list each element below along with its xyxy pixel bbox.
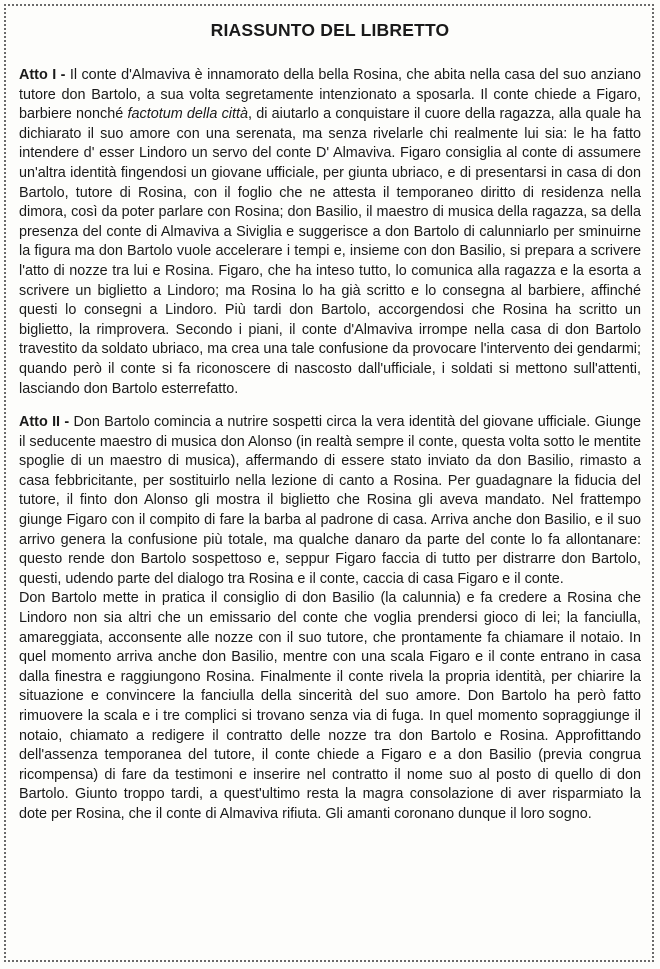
atto-1-emphasis: factotum della città (127, 106, 248, 123)
document-body (19, 66, 641, 825)
paragraph-atto-1 (19, 66, 641, 399)
atto-1-label: Atto I - (19, 67, 66, 83)
paragraph-atto-2-continued: Don Bartolo mette in pratica il consiglio di don Basilio (la calunnia) e fa credere a Rosina che Lindoro non sia altri che un emissario del conte che voglia prendersi gioco di lei; la fanciulla, amareggiata, acconsente alle nozze con il suo tutore, che prontamente fa chiamare il notaio. In quel momento arriva anche don Basilio, mentre con una scala Figaro e il conte entrano in casa dalla finestra e raggiungono Rosina. Finalmente il conte rivela la propria identità, per chiarire la situazione e convincere la fanciulla della sincerità del suo amore. Don Bartolo ha però fatto rimuovere la scala e i tre complici si trovano senza via di fuga. In quel momento sopraggiunge il notaio, chiamato a redigere il contratto delle nozze tra don Bartolo e Rosina. Approfittando dell'assenza temporanea del tutore, il conte chiede a Figaro e a don Basilio (previa congrua ricompensa) di fare da testimoni e inserire nel contratto il nome suo al posto di quello di don Bartolo. Giunto troppo tardi, a quest'ultimo resta la magra consolazione di aver risparmiato la dote per Rosina, che il conte di Almaviva rifiuta. Gli amanti coronano dunque il loro sogno. (19, 590, 641, 822)
atto-2-label: Atto II - (19, 414, 70, 431)
atto-1-text-b: , di aiutarlo a conquistare il cuore della ragazza, alla quale ha dichiarato il suo amore con una serenata, ma senza rivelarle chi realmente lui sia: le ha fatto intendere d' esser Lindoro un servo del conte D' Almaviva. Figaro consiglia al conte di assumere un'altra identità fingendosi un giovane ufficiale, per giunta ubriaco, e di presentarsi in casa di don Bartolo, tutore di Rosina, con il foglio che ne attesta il temporaneo diritto di residenza nella dimora, così da poter parlare con Rosina; don Basilio, il maestro di musica della ragazza, sa della presenza del conte di Almaviva a Siviglia e suggerisce a don Bartolo di calunniarlo per sminuirne la figura ma don Bartolo vuole accelerare i tempi e, insieme con don Basilio, si prepara a scrivere l'atto di nozze tra lui e Rosina. Figaro, che ha inteso tutto, lo comunica alla ragazza e la esorta a scrivere un biglietto a Lindoro; ma Rosina lo ha già scritto e lo consegna al barbiere, affinché questi lo consegni a Lindoro. Più tardi don Bartolo, accorgendosi che Rosina ha scritto un biglietto, la rimprovera. Secondo i piani, il conte d'Almaviva irrompe nella casa di don Bartolo travestito da soldato ubriaco, ma crea una tale confusione da provocare l'intervento dei gendarmi; quando però il conte si fa riconoscere di nascosto dall'ufficiale, i soldati si mettono sull'attenti, lasciando don Bartolo esterrefatto. (19, 106, 642, 397)
atto-2-text: Don Bartolo comincia a nutrire sospetti circa la vera identità del giovane ufficiale. Giunge il seducente maestro di musica don Alonso (in realtà sempre il conte, questa volta sotto le mentite spoglie di un maestro di musica), affermando di essere stato inviato da don Basilio, rimasto a casa febbricitante, per sostituirlo nella lezione di canto a Rosina. Per guadagnare la fiducia del tutore, il finto don Alonso gli mostra il biglietto che Rosina gli aveva mandato. Nel frattempo giunge Figaro con il compito di fare la barba al padrone di casa. Arriva anche don Basilio, e il suo arrivo genera la confusione più totale, ma qualche danaro da parte del conte lo fa allontanare: questo rende don Bartolo sospettoso e, seppur Figaro faccia di tutto per distrarre don Bartolo, questi, udendo parte del dialogo tra Rosina e il conte, caccia di casa Figaro e il conte. (19, 414, 641, 587)
atto-1-text-a: Il conte d'Almaviva è innamorato della bella Rosina, che abita nella casa del suo anziano tutore don Bartolo, a sua volta segretamente intenzionato a sposarla. Il conte chiede a Figaro, barbiere nonché (19, 67, 641, 123)
paragraph-atto-2 (19, 413, 641, 589)
document-title: RIASSUNTO DEL LIBRETTO (210, 20, 450, 40)
